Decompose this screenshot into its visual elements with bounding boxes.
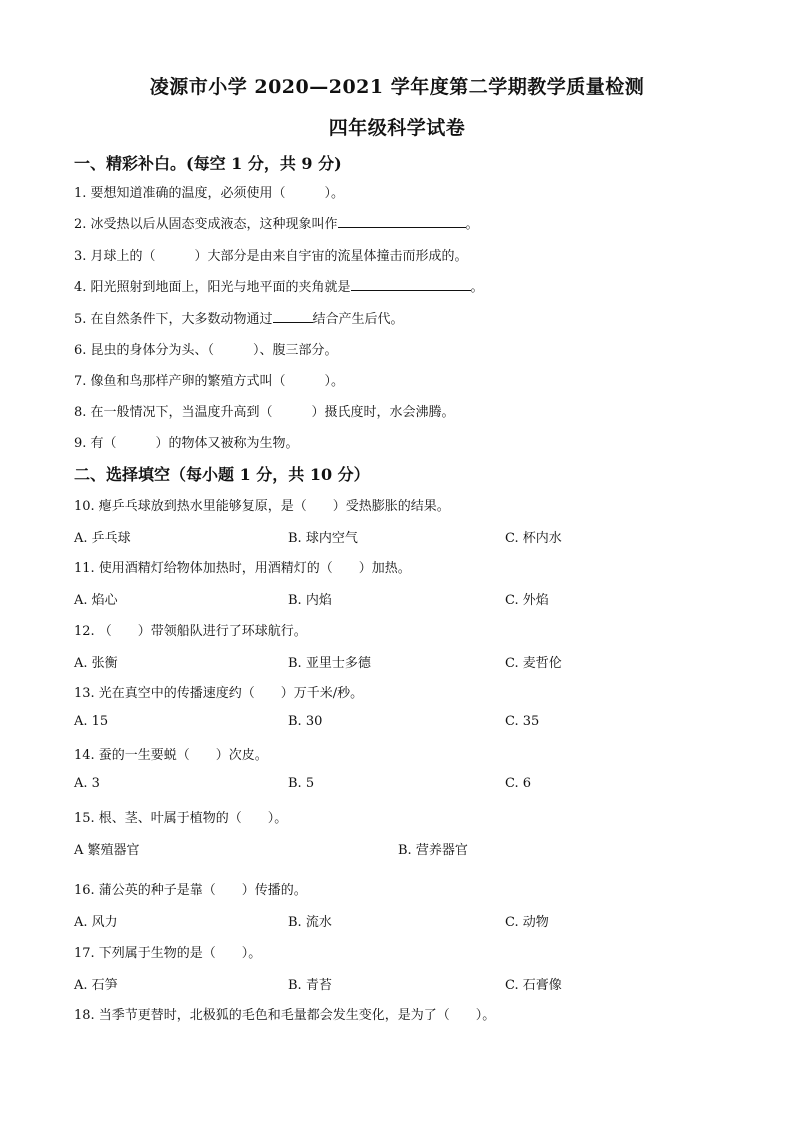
option-b: B. 5 bbox=[288, 776, 315, 791]
question-12: 12. （ ）带领船队进行了环球航行。 bbox=[74, 624, 307, 639]
question-15: 15. 根、茎、叶属于植物的（ ）。 bbox=[74, 811, 288, 826]
question-1: 1. 要想知道准确的温度，必须使用（ ）。 bbox=[74, 186, 345, 201]
question-4-text: 4. 阳光照射到地面上，阳光与地平面的夹角就是 bbox=[74, 280, 351, 295]
option-a: A. 焰心 bbox=[74, 593, 118, 608]
option-b: B. 青苔 bbox=[288, 978, 332, 993]
question-2-text: 2. 冰受热以后从固态变成液态，这种现象叫作 bbox=[74, 217, 338, 232]
question-7: 7. 像鱼和鸟那样产卵的繁殖方式叫（ ）。 bbox=[74, 374, 345, 389]
option-a: A 繁殖器官 bbox=[74, 843, 140, 858]
question-5 bbox=[74, 308, 404, 327]
option-b: B. 内焰 bbox=[288, 593, 332, 608]
question-11: 11. 使用酒精灯给物体加热时，用酒精灯的（ ）加热。 bbox=[74, 561, 411, 576]
question-5-end: 结合产生后代。 bbox=[312, 312, 404, 327]
option-c: C. 杯内水 bbox=[505, 531, 562, 546]
option-c: C. 外焰 bbox=[505, 593, 549, 608]
answer-blank bbox=[351, 278, 471, 291]
option-c: C. 石膏像 bbox=[505, 978, 562, 993]
question-4 bbox=[74, 276, 484, 295]
option-b: B. 30 bbox=[288, 714, 323, 729]
question-2-end: 。 bbox=[465, 217, 479, 232]
question-16: 16. 蒲公英的种子是靠（ ）传播的。 bbox=[74, 883, 307, 898]
option-b: B. 亚里士多德 bbox=[288, 656, 371, 671]
question-8: 8. 在一般情况下，当温度升高到（ ）摄氏度时，水会沸腾。 bbox=[74, 405, 455, 420]
question-2 bbox=[74, 213, 479, 232]
section-2-heading: 二、选择填空（每小题 1 分，共 10 分） bbox=[74, 465, 370, 484]
question-17: 17. 下列属于生物的是（ ）。 bbox=[74, 946, 262, 961]
exam-title: 凌源市小学 2020—2021 学年度第二学期教学质量检测 bbox=[149, 76, 645, 98]
option-a: A. 乒乓球 bbox=[74, 531, 131, 546]
option-c: C. 动物 bbox=[505, 915, 549, 930]
option-a: A. 张衡 bbox=[74, 656, 118, 671]
question-13: 13. 光在真空中的传播速度约（ ）万千米/秒。 bbox=[74, 686, 364, 701]
option-a: A. 3 bbox=[74, 776, 100, 791]
option-a: A. 石笋 bbox=[74, 978, 118, 993]
question-18: 18. 当季节更替时，北极狐的毛色和毛量都会发生变化，是为了（ ）。 bbox=[74, 1008, 496, 1023]
answer-blank bbox=[338, 215, 466, 228]
question-3: 3. 月球上的（ ）大部分是由来自宇宙的流星体撞击而形成的。 bbox=[74, 249, 468, 264]
question-10: 10. 瘪乒乓球放到热水里能够复原，是（ ）受热膨胀的结果。 bbox=[74, 499, 450, 514]
question-4-end: 。 bbox=[470, 280, 484, 295]
question-5-text: 5. 在自然条件下，大多数动物通过 bbox=[74, 312, 273, 327]
exam-subtitle: 四年级科学试卷 bbox=[328, 117, 466, 139]
option-c: C. 6 bbox=[505, 776, 532, 791]
option-b: B. 流水 bbox=[288, 915, 332, 930]
section-1-heading: 一、精彩补白。(每空 1 分，共 9 分) bbox=[74, 154, 342, 173]
question-9: 9. 有（ ）的物体又被称为生物。 bbox=[74, 436, 299, 451]
option-c: C. 麦哲伦 bbox=[505, 656, 562, 671]
question-6: 6. 昆虫的身体分为头、（ ）、腹三部分。 bbox=[74, 343, 338, 358]
answer-blank bbox=[273, 310, 313, 323]
option-b: B. 营养器官 bbox=[398, 843, 468, 858]
option-a: A. 风力 bbox=[74, 915, 118, 930]
option-b: B. 球内空气 bbox=[288, 531, 358, 546]
question-14: 14. 蚕的一生要蜕（ ）次皮。 bbox=[74, 748, 268, 763]
option-a: A. 15 bbox=[74, 714, 109, 729]
option-c: C. 35 bbox=[505, 714, 540, 729]
